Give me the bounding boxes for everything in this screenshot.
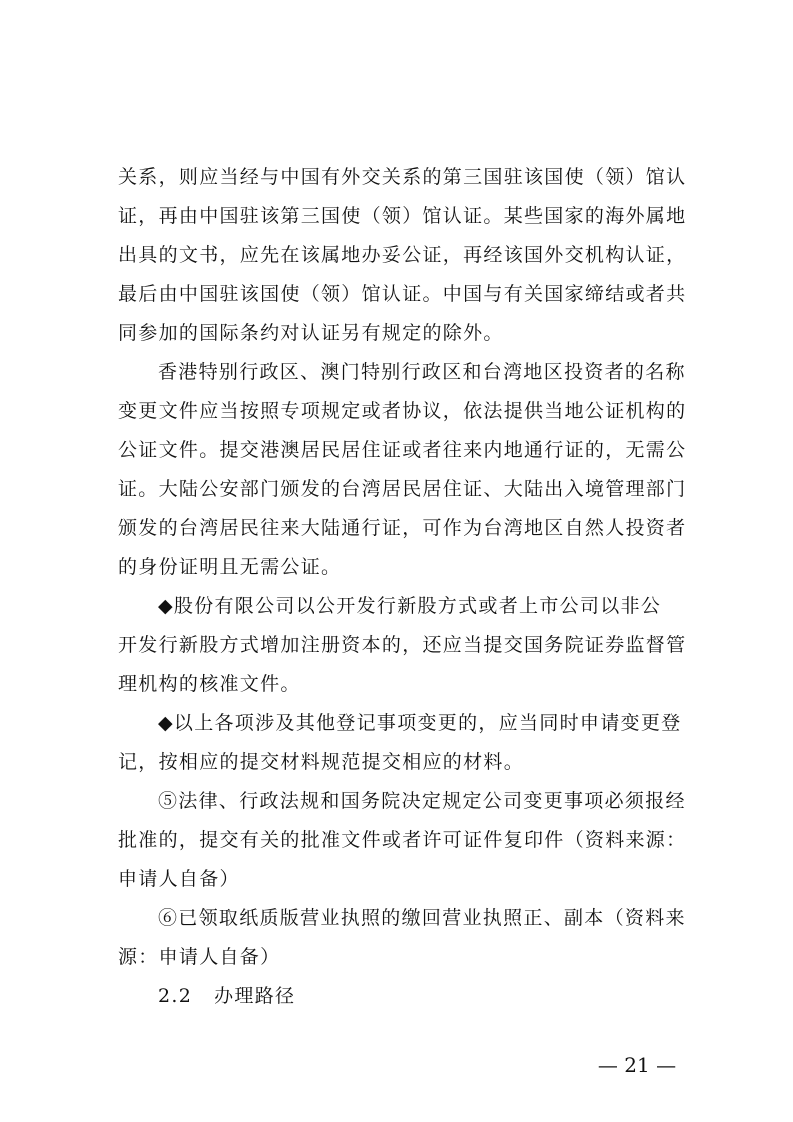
section-title: 办理路径 xyxy=(214,985,296,1007)
body-line: 批准的，提交有关的批准文件或者许可证件复印件（资料来源： xyxy=(118,829,687,851)
body-line: 香港特别行政区、澳门特别行政区和台湾地区投资者的名称 xyxy=(158,361,686,383)
body-line: 的身份证明且无需公证。 xyxy=(118,556,342,578)
body-line: 证，再由中国驻该第三国使（领）馆认证。某些国家的海外属地 xyxy=(118,205,687,227)
page-number: — 21 — xyxy=(597,1053,677,1077)
body-line: ◆股份有限公司以公开发行新股方式或者上市公司以非公 xyxy=(158,595,662,617)
body-line: 申请人自备） xyxy=(118,868,240,890)
body-line: 变更文件应当按照专项规定或者协议，依法提供当地公证机构的 xyxy=(118,400,687,422)
body-line: 同参加的国际条约对认证另有规定的除外。 xyxy=(118,322,504,344)
body-line: 公证文件。提交港澳居民居住证或者往来内地通行证的，无需公 xyxy=(118,439,687,461)
body-line: 理机构的核准文件。 xyxy=(118,673,301,695)
body-line: 证。大陆公安部门颁发的台湾居民居住证、大陆出入境管理部门 xyxy=(118,478,687,500)
body-line: 颁发的台湾居民往来大陆通行证，可作为台湾地区自然人投资者 xyxy=(118,517,687,539)
body-line: ⑥已领取纸质版营业执照的缴回营业执照正、副本（资料来 xyxy=(158,907,686,929)
section-number: 2.2 xyxy=(158,985,193,1007)
body-line: 最后由中国驻该国使（领）馆认证。中国与有关国家缔结或者共 xyxy=(118,283,687,305)
body-line: 开发行新股方式增加注册资本的，还应当提交国务院证券监督管 xyxy=(118,634,687,656)
section-heading xyxy=(158,979,295,1013)
body-line: 记，按相应的提交材料规范提交相应的材料。 xyxy=(118,751,525,773)
body-line: 出具的文书，应先在该属地办妥公证，再经该国外交机构认证， xyxy=(118,244,687,266)
body-line: ⑤法律、行政法规和国务院决定规定公司变更事项必须报经 xyxy=(158,790,686,812)
body-line: ◆以上各项涉及其他登记事项变更的，应当同时申请变更登 xyxy=(158,712,682,734)
body-line: 源：申请人自备） xyxy=(118,946,281,968)
body-line: 关系，则应当经与中国有外交关系的第三国驻该国使（领）馆认 xyxy=(118,166,687,188)
